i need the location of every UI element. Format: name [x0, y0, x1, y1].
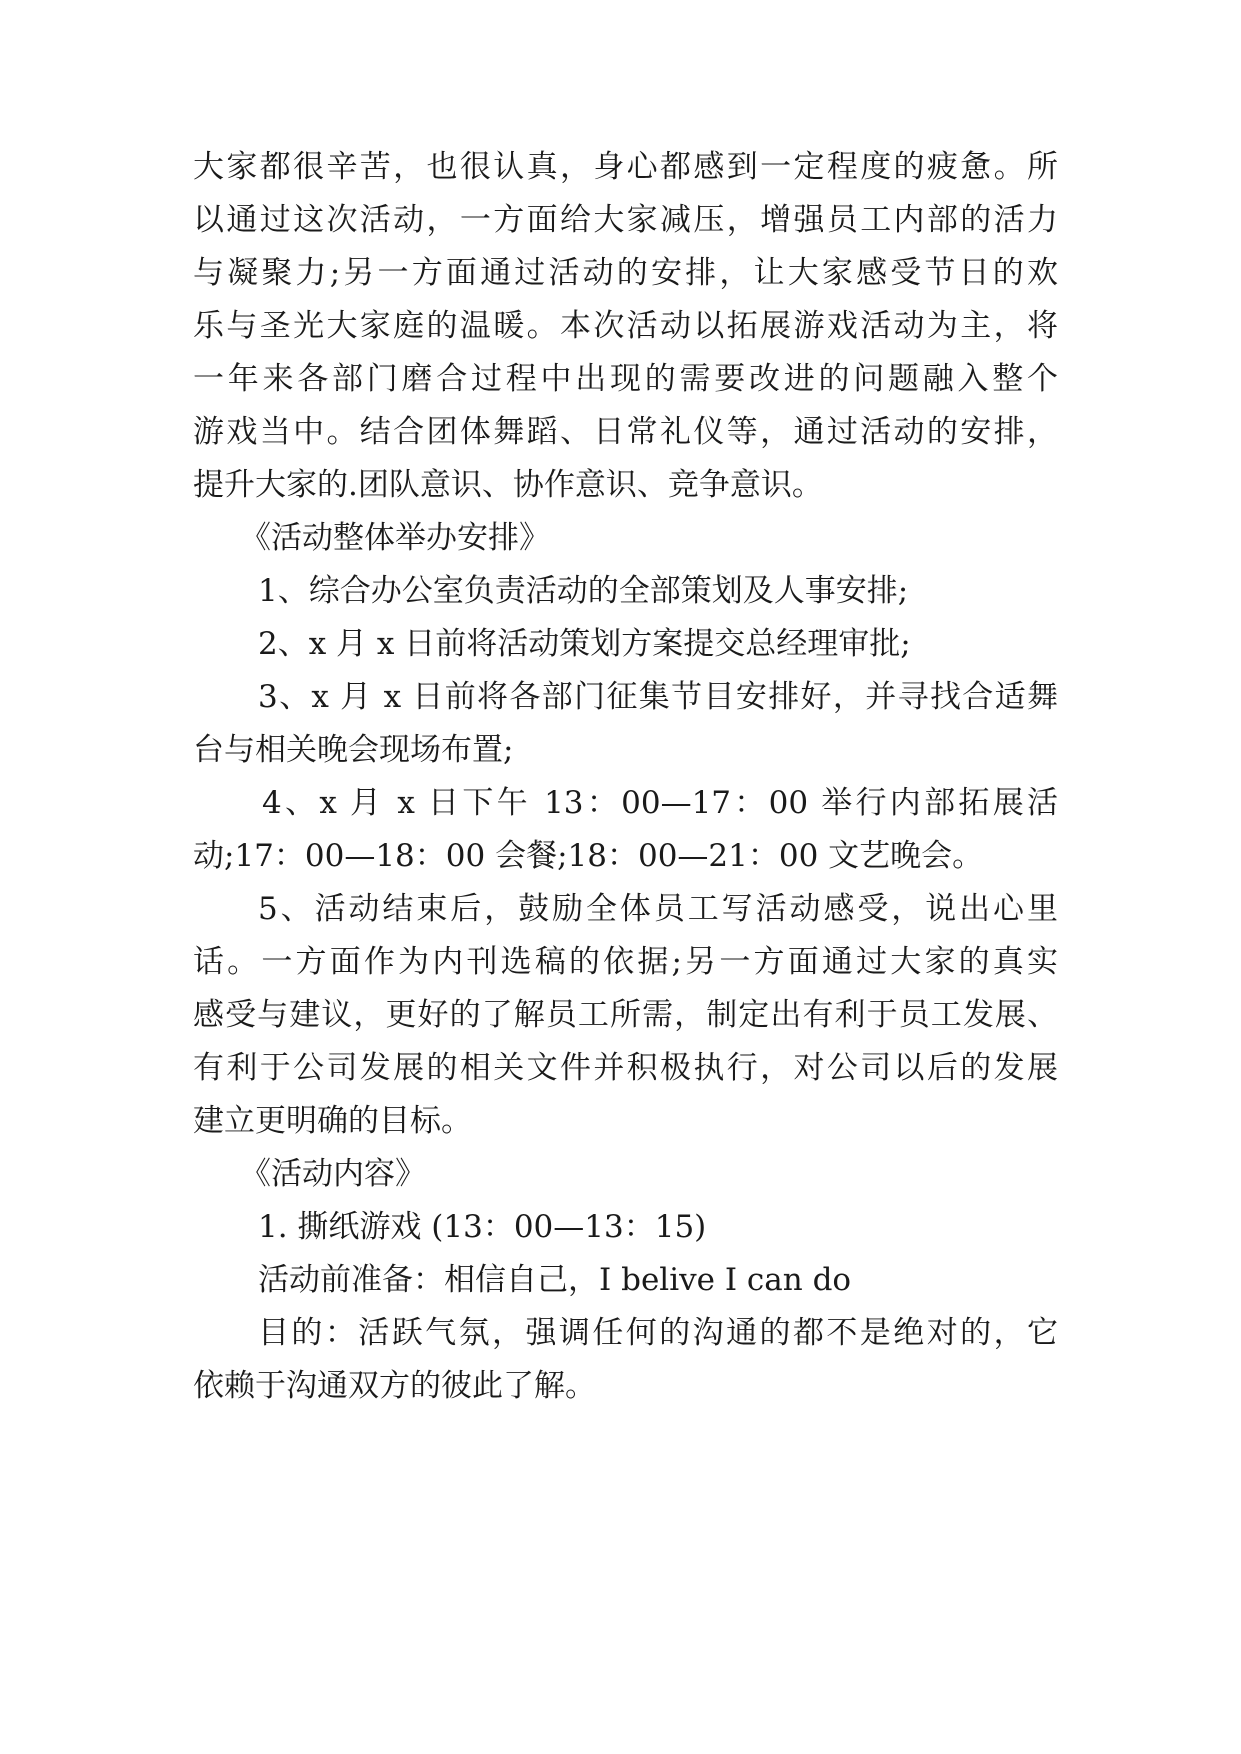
- list-item-continuation: 建立更明确的目标。: [193, 1103, 472, 1139]
- game-purpose: 目的：活跃气氛，强调任何的沟通的都不是绝对的，它: [258, 1315, 1058, 1351]
- list-item: 3、x 月 x 日前将各部门征集节目安排好，并寻找合适舞: [258, 679, 1058, 715]
- list-item-continuation: 有利于公司发展的相关文件并积极执行，对公司以后的发展: [193, 1050, 1058, 1086]
- list-item-continuation: 动;17：00—18：00 会餐;18：00—21：00 文艺晚会。: [193, 838, 984, 874]
- paragraph-line: 与凝聚力;另一方面通过活动的安排，让大家感受节日的欢: [193, 255, 1058, 291]
- list-item: 5、活动结束后，鼓励全体员工写活动感受，说出心里: [258, 891, 1058, 927]
- list-item: 1、综合办公室负责活动的全部策划及人事安排;: [258, 573, 909, 609]
- list-item: 4、x 月 x 日下午 13：00—17：00 举行内部拓展活: [262, 785, 1058, 821]
- game-purpose-continuation: 依赖于沟通双方的彼此了解。: [193, 1368, 596, 1404]
- list-item-continuation: 感受与建议，更好的了解员工所需，制定出有利于员工发展、: [193, 997, 1058, 1033]
- list-item-continuation: 台与相关晚会现场布置;: [193, 732, 514, 768]
- list-item-continuation: 话。一方面作为内刊选稿的依据;另一方面通过大家的真实: [193, 944, 1058, 980]
- game-preparation: 活动前准备：相信自己，I belive I can do: [258, 1262, 852, 1298]
- paragraph-line: 一年来各部门磨合过程中出现的需要改进的问题融入整个: [193, 361, 1058, 397]
- paragraph-line: 提升大家的.团队意识、协作意识、竞争意识。: [193, 467, 823, 503]
- paragraph-line: 乐与圣光大家庭的温暖。本次活动以拓展游戏活动为主，将: [193, 308, 1058, 344]
- section-heading: 《活动内容》: [240, 1156, 426, 1192]
- paragraph-line: 以通过这次活动，一方面给大家减压，增强员工内部的活力: [193, 202, 1058, 238]
- list-item: 2、x 月 x 日前将活动策划方案提交总经理审批;: [258, 626, 911, 662]
- paragraph-line: 大家都很辛苦，也很认真，身心都感到一定程度的疲惫。所: [193, 149, 1058, 185]
- game-title: 1. 撕纸游戏 (13：00—13：15): [258, 1209, 707, 1245]
- section-heading: 《活动整体举办安排》: [240, 520, 550, 556]
- paragraph-line: 游戏当中。结合团体舞蹈、日常礼仪等，通过活动的安排，: [193, 414, 1058, 450]
